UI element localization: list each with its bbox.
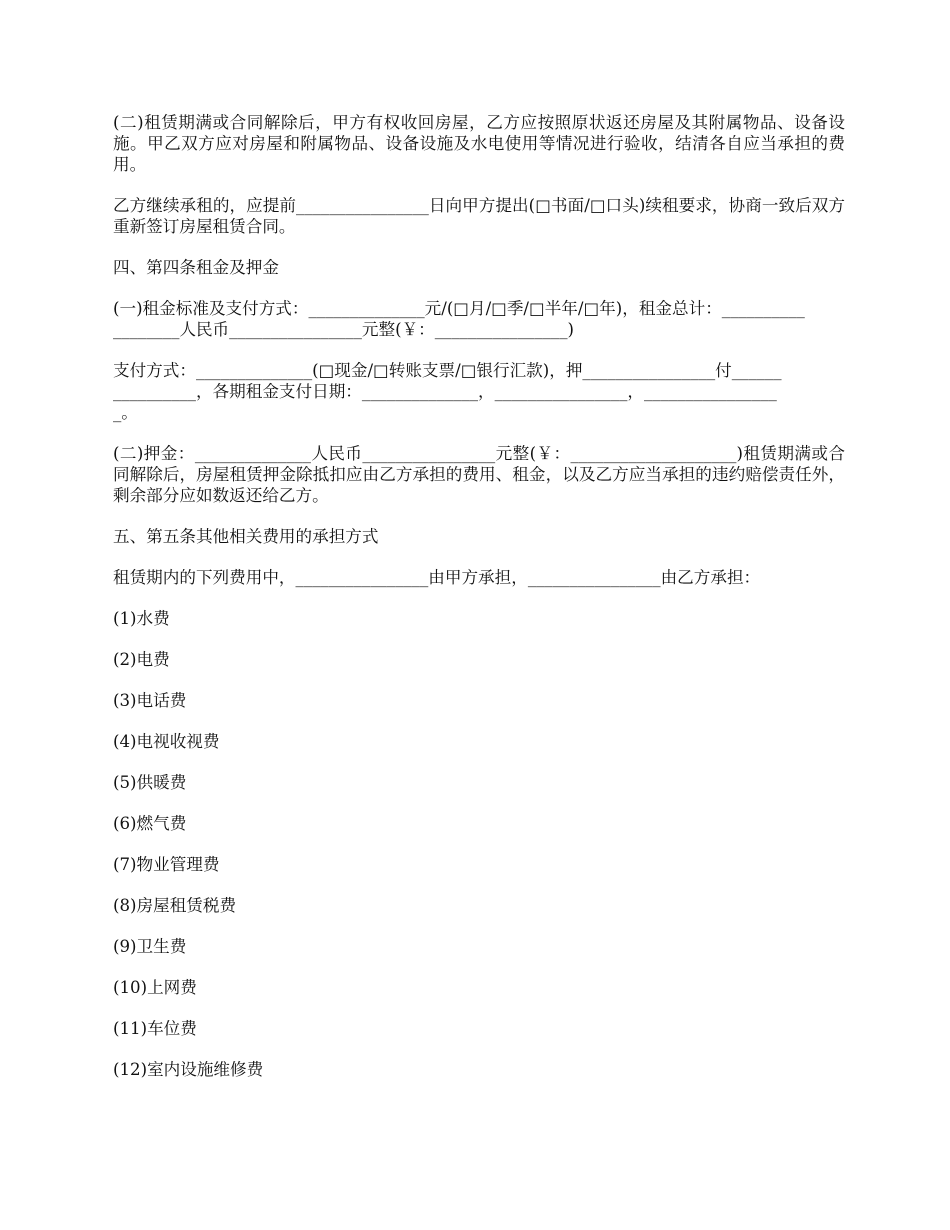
rent-standard-paragraph: (一)租金标准及支付方式：______________元/(□月/□季/□半年/□年)，租金总计：__________ ________人民币________________元整(￥：________________) xyxy=(113,299,805,339)
section-five-heading: 五、第五条其他相关费用的承担方式 xyxy=(113,527,379,546)
list-item: (12)室内设施维修费 xyxy=(113,1060,264,1079)
list-item: (6)燃气费 xyxy=(113,814,187,833)
list-item: (3)电话费 xyxy=(113,691,187,710)
document-page xyxy=(113,112,845,1100)
deposit-paragraph: (二)押金：______________人民币________________元整(￥：____________________)租赁期满或合同解除后，房屋租赁押金除抵扣应由乙方承担的费用、租金，以及乙方应当承担的违约赔偿责任外，剩余部分应如数返还给乙方。 xyxy=(113,444,845,505)
return-clause-paragraph: (二)租赁期满或合同解除后，甲方有权收回房屋，乙方应按照原状返还房屋及其附属物品、设备设施。甲乙双方应对房屋和附属物品、设备设施及水电使用等情况进行验收，结清各自应当承担的费用。 xyxy=(113,113,845,174)
list-item: (2)电费 xyxy=(113,650,170,669)
fee-list xyxy=(113,608,845,1080)
payment-method-paragraph: 支付方式：______________(□现金/□转账支票/□银行汇款)，押________________付______ __________，各期租金支付日期：______________，________________，________________ _。 xyxy=(113,361,782,422)
list-item: (11)车位费 xyxy=(113,1019,197,1038)
list-item: (1)水费 xyxy=(113,609,170,628)
list-item: (5)供暖费 xyxy=(113,773,187,792)
list-item: (8)房屋租赁税费 xyxy=(113,896,237,915)
list-item: (10)上网费 xyxy=(113,978,197,997)
list-item: (7)物业管理费 xyxy=(113,855,220,874)
list-item: (9)卫生费 xyxy=(113,937,187,956)
section-four-heading: 四、第四条租金及押金 xyxy=(113,258,279,277)
list-item: (4)电视收视费 xyxy=(113,732,220,751)
renewal-paragraph: 乙方继续承租的，应提前________________日向甲方提出(□书面/□口头)续租要求，协商一致后双方重新签订房屋租赁合同。 xyxy=(113,196,845,236)
fees-intro-paragraph: 租赁期内的下列费用中，________________由甲方承担，________________由乙方承担： xyxy=(113,568,761,587)
